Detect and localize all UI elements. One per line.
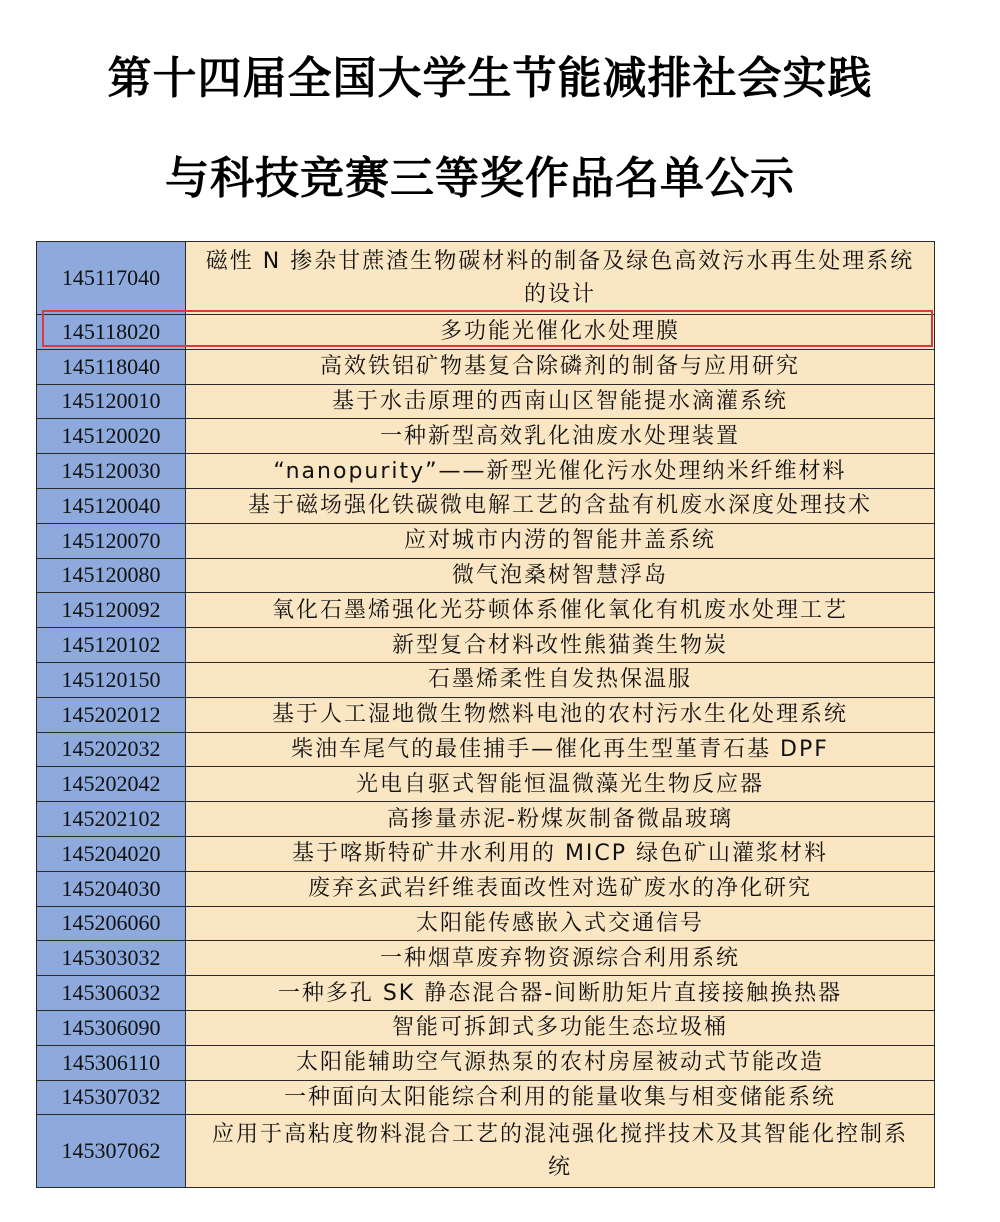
project-name-cell: 应用于高粘度物料混合工艺的混沌强化搅拌技术及其智能化控制系统 — [186, 1115, 935, 1188]
table-row — [37, 558, 935, 593]
project-id-cell: 145120040 — [37, 488, 186, 523]
project-id-cell: 145303032 — [37, 941, 186, 976]
project-name-cell: 太阳能传感嵌入式交通信号 — [186, 906, 935, 941]
table-row — [37, 1045, 935, 1080]
project-id-cell: 145120102 — [37, 628, 186, 663]
project-name-cell: 一种烟草废弃物资源综合利用系统 — [186, 941, 935, 976]
project-name-cell: 一种新型高效乳化油废水处理装置 — [186, 419, 935, 454]
project-id-cell: 145202042 — [37, 767, 186, 802]
table-row — [37, 523, 935, 558]
project-name-cell: 智能可拆卸式多功能生态垃圾桶 — [186, 1010, 935, 1045]
award-list-table-container — [36, 241, 935, 1188]
table-row — [37, 419, 935, 454]
project-id-cell: 145120092 — [37, 593, 186, 628]
project-id-cell: 145118040 — [37, 349, 186, 384]
project-id-cell: 145120080 — [37, 558, 186, 593]
project-id-cell: 145120150 — [37, 662, 186, 697]
table-row — [37, 242, 935, 315]
project-id-cell: 145306110 — [37, 1045, 186, 1080]
project-name-cell: 一种多孔 SK 静态混合器-间断肋矩片直接接触换热器 — [186, 976, 935, 1011]
project-name-cell: “nanopurity”——新型光催化污水处理纳米纤维材料 — [186, 454, 935, 489]
project-id-cell: 145120070 — [37, 523, 186, 558]
project-name-cell: 高效铁铝矿物基复合除磷剂的制备与应用研究 — [186, 349, 935, 384]
table-row — [37, 349, 935, 384]
table-row — [37, 836, 935, 871]
project-id-cell: 145117040 — [37, 242, 186, 315]
project-name-cell: 基于人工湿地微生物燃料电池的农村污水生化处理系统 — [186, 697, 935, 732]
project-id-cell: 145202012 — [37, 697, 186, 732]
project-name-cell: 基于水击原理的西南山区智能提水滴灌系统 — [186, 384, 935, 419]
project-name-cell: 基于磁场强化铁碳微电解工艺的含盐有机废水深度处理技术 — [186, 488, 935, 523]
table-row — [37, 1115, 935, 1188]
table-row — [37, 662, 935, 697]
project-name-cell: 高掺量赤泥-粉煤灰制备微晶玻璃 — [186, 802, 935, 837]
project-name-cell: 太阳能辅助空气源热泵的农村房屋被动式节能改造 — [186, 1045, 935, 1080]
table-row — [37, 871, 935, 906]
award-list-body — [37, 242, 935, 1188]
project-name-cell: 一种面向太阳能综合利用的能量收集与相变储能系统 — [186, 1080, 935, 1115]
award-list-table — [36, 241, 935, 1188]
table-row — [37, 454, 935, 489]
table-row — [37, 732, 935, 767]
project-id-cell: 145306032 — [37, 976, 186, 1011]
project-id-cell: 145306090 — [37, 1010, 186, 1045]
project-id-cell: 145120030 — [37, 454, 186, 489]
table-row — [37, 697, 935, 732]
project-id-cell: 145204020 — [37, 836, 186, 871]
project-id-cell: 145120020 — [37, 419, 186, 454]
project-name-cell: 新型复合材料改性熊猫粪生物炭 — [186, 628, 935, 663]
table-row — [37, 384, 935, 419]
project-id-cell: 145206060 — [37, 906, 186, 941]
project-name-cell: 多功能光催化水处理膜 — [186, 315, 935, 350]
table-row — [37, 802, 935, 837]
table-row — [37, 628, 935, 663]
project-id-cell: 145202102 — [37, 802, 186, 837]
project-name-cell: 光电自驱式智能恒温微藻光生物反应器 — [186, 767, 935, 802]
table-row — [37, 1010, 935, 1045]
table-row — [37, 1080, 935, 1115]
table-row — [37, 593, 935, 628]
project-name-cell: 废弃玄武岩纤维表面改性对选矿废水的净化研究 — [186, 871, 935, 906]
project-name-cell: 基于喀斯特矿井水利用的 MICP 绿色矿山灌浆材料 — [186, 836, 935, 871]
project-name-cell: 柴油车尾气的最佳捕手—催化再生型堇青石基 DPF — [186, 732, 935, 767]
project-id-cell: 145202032 — [37, 732, 186, 767]
page-title-line1: 第十四届全国大学生节能减排社会实践 — [107, 53, 873, 104]
table-row — [37, 488, 935, 523]
table-row — [37, 976, 935, 1011]
project-id-cell: 145307032 — [37, 1080, 186, 1115]
project-name-cell: 石墨烯柔性自发热保温服 — [186, 662, 935, 697]
project-name-cell: 磁性 N 掺杂甘蔗渣生物碳材料的制备及绿色高效污水再生处理系统的设计 — [186, 242, 935, 315]
project-name-cell: 应对城市内涝的智能井盖系统 — [186, 523, 935, 558]
project-name-cell: 氧化石墨烯强化光芬顿体系催化氧化有机废水处理工艺 — [186, 593, 935, 628]
project-id-cell: 145118020 — [37, 315, 186, 350]
project-id-cell: 145204030 — [37, 871, 186, 906]
project-id-cell: 145307062 — [37, 1115, 186, 1188]
table-row-highlighted — [37, 315, 935, 350]
project-id-cell: 145120010 — [37, 384, 186, 419]
table-row — [37, 906, 935, 941]
table-row — [37, 941, 935, 976]
page-title-line2: 与科技竞赛三等奖作品名单公示 — [165, 153, 795, 204]
project-name-cell: 微气泡桑树智慧浮岛 — [186, 558, 935, 593]
table-row — [37, 767, 935, 802]
